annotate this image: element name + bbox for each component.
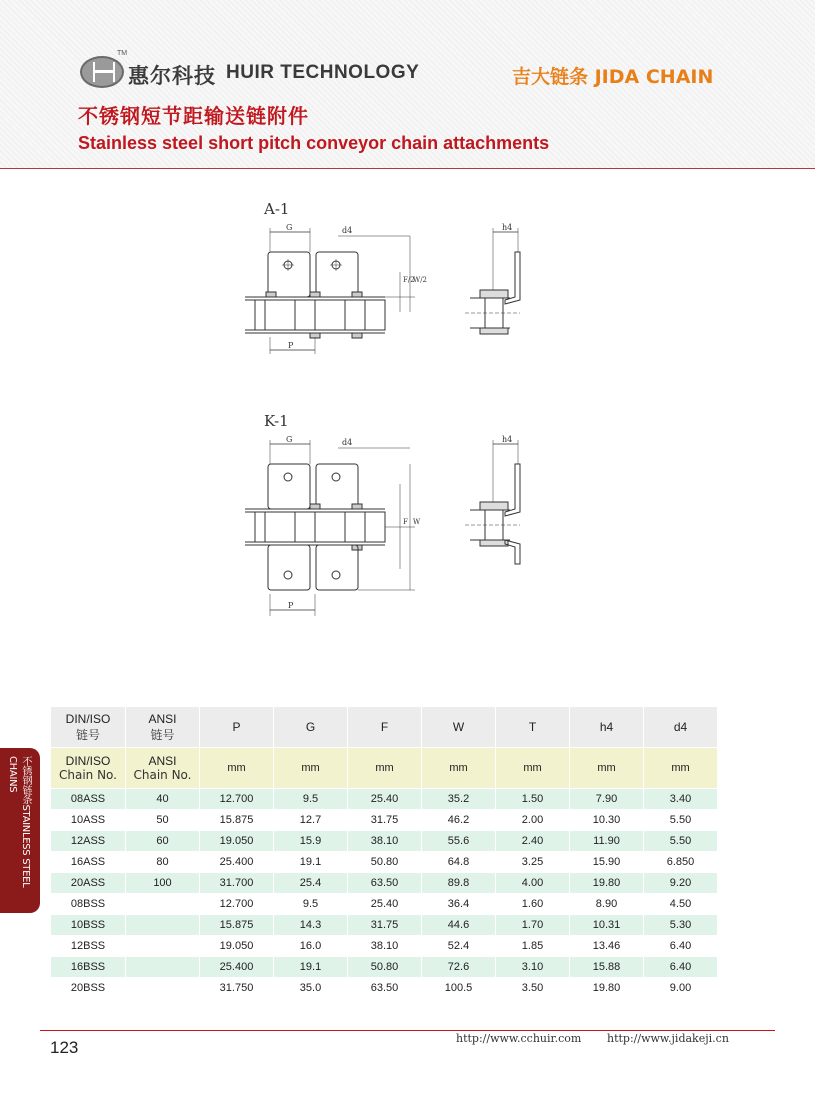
table-cell: 8.90 bbox=[570, 894, 644, 915]
table-cell: 35.0 bbox=[274, 978, 348, 999]
table-row bbox=[51, 831, 718, 852]
table-cell: 63.50 bbox=[348, 873, 422, 894]
dim-h4-label: h4 bbox=[502, 223, 513, 232]
table-cell: 25.400 bbox=[200, 957, 274, 978]
dim-w-label: W bbox=[413, 518, 421, 526]
table-cell: 19.80 bbox=[570, 978, 644, 999]
table-cell: 100.5 bbox=[422, 978, 496, 999]
table-cell: 38.10 bbox=[348, 936, 422, 957]
brand-name-en: HUIR TECHNOLOGY bbox=[226, 62, 420, 83]
table-cell: 60 bbox=[126, 831, 200, 852]
table-cell: 38.10 bbox=[348, 831, 422, 852]
table-cell: 16ASS bbox=[51, 852, 126, 873]
table-row bbox=[51, 852, 718, 873]
table-cell: 63.50 bbox=[348, 978, 422, 999]
dim-p-label: P bbox=[288, 341, 294, 350]
drawing-k1-side-view bbox=[460, 434, 540, 574]
table-row bbox=[51, 936, 718, 957]
table-cell: 16BSS bbox=[51, 957, 126, 978]
table-cell: 72.6 bbox=[422, 957, 496, 978]
table-cell: 31.750 bbox=[200, 978, 274, 999]
dim-g-label: G bbox=[286, 223, 293, 232]
unit-cell: mm bbox=[570, 748, 644, 789]
table-header-row bbox=[51, 707, 718, 748]
table-cell: 1.60 bbox=[496, 894, 570, 915]
table-cell: 7.90 bbox=[570, 789, 644, 810]
table-cell: 4.50 bbox=[644, 894, 718, 915]
table-cell bbox=[126, 894, 200, 915]
header-cell: ANSI Chain No. bbox=[126, 748, 200, 789]
table-cell: 11.90 bbox=[570, 831, 644, 852]
dim-g-label: G bbox=[286, 435, 293, 444]
table-cell: 9.00 bbox=[644, 978, 718, 999]
table-cell: 1.85 bbox=[496, 936, 570, 957]
table-cell: 15.90 bbox=[570, 852, 644, 873]
drawing-a1-label: A-1 bbox=[264, 200, 290, 218]
table-cell: 9.20 bbox=[644, 873, 718, 894]
table-cell: 9.5 bbox=[274, 894, 348, 915]
table-cell: 12ASS bbox=[51, 831, 126, 852]
table-cell: 40 bbox=[126, 789, 200, 810]
header-cell: ANSI 链号 bbox=[126, 707, 200, 748]
partner-brand: 吉大链条 JIDA CHAIN bbox=[512, 66, 714, 88]
unit-cell: mm bbox=[422, 748, 496, 789]
table-row bbox=[51, 894, 718, 915]
drawing-a1-front-view bbox=[240, 222, 440, 357]
header-cell: DIN/ISO 链号 bbox=[51, 707, 126, 748]
drawing-a1-side-view bbox=[460, 222, 540, 342]
header-cell: T bbox=[496, 707, 570, 748]
table-cell: 15.875 bbox=[200, 810, 274, 831]
table-row bbox=[51, 789, 718, 810]
table-cell: 25.400 bbox=[200, 852, 274, 873]
dim-h4-label: h4 bbox=[502, 435, 513, 444]
table-row bbox=[51, 810, 718, 831]
unit-cell: mm bbox=[348, 748, 422, 789]
table-cell: 46.2 bbox=[422, 810, 496, 831]
table-cell: 50.80 bbox=[348, 852, 422, 873]
table-cell: 6.40 bbox=[644, 957, 718, 978]
company-logo bbox=[80, 56, 124, 88]
side-tab-label: 不锈钢链条STAINLESS STEEL CHAINS bbox=[7, 756, 31, 888]
trademark-mark: TM bbox=[117, 50, 128, 57]
table-cell: 12BSS bbox=[51, 936, 126, 957]
dim-w2-label: W/2 bbox=[413, 276, 428, 284]
table-cell: 3.25 bbox=[496, 852, 570, 873]
table-cell: 10.30 bbox=[570, 810, 644, 831]
attachment-spec-table bbox=[50, 706, 718, 999]
dim-d4-label: d4 bbox=[342, 438, 353, 447]
table-cell: 10.31 bbox=[570, 915, 644, 936]
table-cell: 100 bbox=[126, 873, 200, 894]
header-cell: d4 bbox=[644, 707, 718, 748]
dim-p-label: P bbox=[288, 601, 294, 610]
table-cell: 6.850 bbox=[644, 852, 718, 873]
page-number: 123 bbox=[50, 1038, 79, 1057]
page-title-en: Stainless steel short pitch conveyor chain attachments bbox=[78, 133, 550, 153]
section-side-tab bbox=[0, 748, 40, 913]
table-cell: 89.8 bbox=[422, 873, 496, 894]
table-row bbox=[51, 957, 718, 978]
table-cell: 20BSS bbox=[51, 978, 126, 999]
table-cell: 3.50 bbox=[496, 978, 570, 999]
brand-name-cn: 惠尔科技 bbox=[128, 64, 216, 88]
table-cell: 50 bbox=[126, 810, 200, 831]
table-cell: 15.875 bbox=[200, 915, 274, 936]
table-cell: 20ASS bbox=[51, 873, 126, 894]
header-cell: DIN/ISO Chain No. bbox=[51, 748, 126, 789]
table-cell: 31.700 bbox=[200, 873, 274, 894]
header-cell: G bbox=[274, 707, 348, 748]
footer-divider bbox=[40, 1030, 775, 1031]
table-cell: 64.8 bbox=[422, 852, 496, 873]
page-header bbox=[0, 0, 815, 169]
table-cell: 35.2 bbox=[422, 789, 496, 810]
footer-url-jidakeji[interactable]: http://www.jidakeji.cn bbox=[607, 1032, 729, 1045]
table-cell: 2.40 bbox=[496, 831, 570, 852]
table-cell: 16.0 bbox=[274, 936, 348, 957]
header-cell: W bbox=[422, 707, 496, 748]
table-cell: 19.80 bbox=[570, 873, 644, 894]
table-cell: 3.10 bbox=[496, 957, 570, 978]
table-cell: 80 bbox=[126, 852, 200, 873]
dim-f2-label: F/2 bbox=[403, 276, 415, 284]
dim-d4-label: d4 bbox=[342, 226, 353, 235]
table-cell: 19.1 bbox=[274, 957, 348, 978]
table-cell: 25.4 bbox=[274, 873, 348, 894]
table-cell: 19.050 bbox=[200, 831, 274, 852]
table-cell: 1.50 bbox=[496, 789, 570, 810]
table-cell bbox=[126, 936, 200, 957]
table-cell: 50.80 bbox=[348, 957, 422, 978]
dim-f-label: F bbox=[403, 518, 408, 526]
header-cell: P bbox=[200, 707, 274, 748]
unit-cell: mm bbox=[200, 748, 274, 789]
table-cell: 08BSS bbox=[51, 894, 126, 915]
table-cell: 31.75 bbox=[348, 915, 422, 936]
table-cell: 10BSS bbox=[51, 915, 126, 936]
table-cell: 25.40 bbox=[348, 789, 422, 810]
table-cell: 3.40 bbox=[644, 789, 718, 810]
table-cell: 5.50 bbox=[644, 831, 718, 852]
table-cell: 15.88 bbox=[570, 957, 644, 978]
header-cell: F bbox=[348, 707, 422, 748]
table-cell: 2.00 bbox=[496, 810, 570, 831]
table-cell: 1.70 bbox=[496, 915, 570, 936]
drawing-k1-front-view bbox=[240, 434, 440, 619]
table-unit-row bbox=[51, 748, 718, 789]
table-cell: 55.6 bbox=[422, 831, 496, 852]
unit-cell: mm bbox=[274, 748, 348, 789]
table-cell: 12.700 bbox=[200, 894, 274, 915]
table-cell: 19.050 bbox=[200, 936, 274, 957]
table-cell: 08ASS bbox=[51, 789, 126, 810]
unit-cell: mm bbox=[644, 748, 718, 789]
table-cell: 15.9 bbox=[274, 831, 348, 852]
table-cell bbox=[126, 957, 200, 978]
table-row bbox=[51, 915, 718, 936]
table-cell: 12.700 bbox=[200, 789, 274, 810]
header-cell: h4 bbox=[570, 707, 644, 748]
table-cell: 44.6 bbox=[422, 915, 496, 936]
table-cell: 6.40 bbox=[644, 936, 718, 957]
unit-cell: mm bbox=[496, 748, 570, 789]
table-cell: 5.30 bbox=[644, 915, 718, 936]
table-cell: 12.7 bbox=[274, 810, 348, 831]
table-cell: 10ASS bbox=[51, 810, 126, 831]
table-cell: 9.5 bbox=[274, 789, 348, 810]
table-cell bbox=[126, 978, 200, 999]
table-cell: 25.40 bbox=[348, 894, 422, 915]
table-cell: 52.4 bbox=[422, 936, 496, 957]
footer-url-cchuir[interactable]: http://www.cchuir.com bbox=[456, 1032, 582, 1045]
table-cell: 13.46 bbox=[570, 936, 644, 957]
table-cell: 14.3 bbox=[274, 915, 348, 936]
table-row bbox=[51, 873, 718, 894]
table-cell: 36.4 bbox=[422, 894, 496, 915]
table-cell: 4.00 bbox=[496, 873, 570, 894]
table-row bbox=[51, 978, 718, 999]
table-cell bbox=[126, 915, 200, 936]
table-cell: 5.50 bbox=[644, 810, 718, 831]
table-cell: 19.1 bbox=[274, 852, 348, 873]
page-title-cn: 不锈钢短节距输送链附件 bbox=[78, 104, 309, 128]
drawing-k1-label: K-1 bbox=[264, 412, 289, 430]
table-cell: 31.75 bbox=[348, 810, 422, 831]
